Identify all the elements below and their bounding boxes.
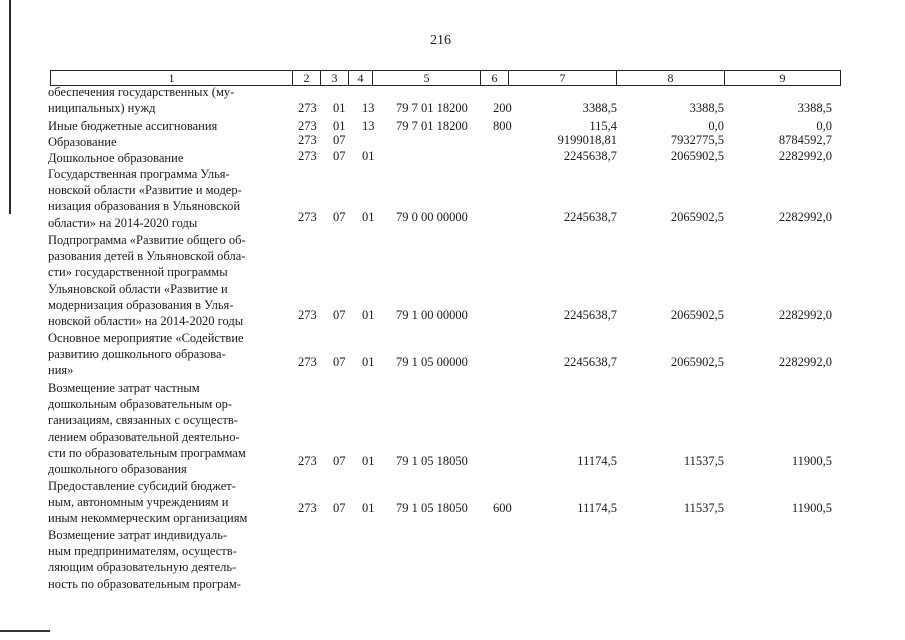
- cell-col5: 79 1 05 00000: [396, 355, 468, 370]
- row-description: [48, 150, 290, 166]
- description-line: Ульяновской области «Развитие и: [48, 281, 228, 296]
- cell-col9: 11900,5: [791, 454, 832, 468]
- cell-col5: 79 7 01 18200: [396, 101, 468, 116]
- description-line: иным некоммерческим организациям: [48, 511, 248, 526]
- description-line: Возмещение затрат индивидуаль-: [48, 528, 228, 542]
- description-line: новской области» на 2014-2020 годы: [48, 314, 244, 329]
- row-description: [48, 166, 290, 231]
- description-line: Образование: [48, 135, 117, 149]
- cell-col2: 273: [298, 209, 317, 224]
- cell-col3: 07: [333, 501, 346, 516]
- description-line: Дошкольное образование: [48, 151, 184, 165]
- cell-col8: 0,0: [708, 119, 724, 133]
- scan-edge-line: [9, 0, 11, 214]
- description-line: ния»: [48, 363, 74, 378]
- cell-col2: 273: [298, 308, 317, 322]
- row-description: [48, 478, 290, 527]
- cell-col5: 79 1 00 00000: [396, 308, 468, 322]
- description-line: Основное мероприятие «Содействие: [48, 331, 244, 345]
- description-line: сти» государственной программы: [48, 265, 228, 280]
- col-header-9: 9: [725, 71, 841, 86]
- description-line: новской области «Развитие и модер-: [48, 183, 242, 198]
- cell-col7: 115,4: [589, 119, 617, 133]
- row-description: [48, 330, 290, 379]
- cell-col7: 9199018,81: [557, 133, 617, 147]
- cell-col9: 2282992,0: [778, 149, 832, 163]
- cell-col8: 2065902,5: [670, 355, 724, 370]
- cell-col3: 07: [333, 149, 346, 163]
- cell-col4: 13: [362, 101, 375, 116]
- row-description: [48, 232, 290, 329]
- cell-col2: 273: [298, 101, 317, 116]
- col-header-2: 2: [293, 71, 321, 86]
- cell-col7: 2245638,7: [563, 149, 617, 163]
- row-description: [48, 134, 290, 150]
- description-line: области» на 2014-2020 годы: [48, 215, 198, 230]
- col-header-8: 8: [617, 71, 725, 86]
- description-line: Подпрограмма «Развитие общего об-: [48, 233, 246, 247]
- cell-col8: 2065902,5: [670, 209, 724, 224]
- cell-col3: 07: [333, 308, 346, 322]
- cell-col8: 2065902,5: [670, 149, 724, 163]
- cell-col7: 2245638,7: [563, 209, 617, 224]
- description-line: ганизациям, связанных с осуществ-: [48, 413, 238, 428]
- cell-col4: 01: [362, 308, 375, 322]
- cell-col4: 13: [362, 119, 375, 133]
- cell-col3: 01: [333, 101, 346, 116]
- cell-col8: 3388,5: [689, 101, 724, 116]
- description-line: лением образовательной деятельно-: [48, 429, 240, 444]
- description-line: ляющим образовательную деятель-: [48, 560, 237, 575]
- description-line: Возмещение затрат частным: [48, 381, 200, 395]
- cell-col8: 7932775,5: [670, 133, 724, 147]
- cell-col5: 79 0 00 00000: [396, 209, 468, 224]
- cell-col3: 07: [333, 209, 346, 224]
- row-description: [48, 84, 290, 116]
- cell-col2: 273: [298, 501, 317, 516]
- description-line: обеспечения государственных (му-: [48, 85, 235, 99]
- cell-col7: 11174,5: [577, 454, 617, 468]
- row-description: [48, 380, 290, 477]
- cell-col2: 273: [298, 119, 317, 133]
- cell-col2: 273: [298, 149, 317, 163]
- col-header-4: 4: [349, 71, 373, 86]
- description-line: ниципальных) нужд: [48, 101, 156, 116]
- cell-col6: 800: [493, 119, 512, 133]
- cell-col7: 3388,5: [582, 101, 617, 116]
- cell-col5: 79 1 05 18050: [396, 454, 468, 468]
- page-number: 216: [430, 33, 451, 48]
- cell-col8: 11537,5: [683, 454, 724, 468]
- description-line: модернизация образования в Улья-: [48, 297, 234, 312]
- cell-col9: 8784592,7: [778, 133, 832, 147]
- col-header-6: 6: [481, 71, 509, 86]
- description-line: ным предпринимателям, осуществ-: [48, 544, 237, 559]
- cell-col2: 273: [298, 133, 317, 147]
- description-line: ность по образовательным програм-: [48, 576, 241, 591]
- col-header-1: 1: [51, 71, 293, 86]
- cell-col3: 07: [333, 133, 346, 147]
- description-line: разования детей в Ульяновской обла-: [48, 249, 246, 264]
- cell-col7: 2245638,7: [563, 355, 617, 370]
- description-line: Иные бюджетные ассигнования: [48, 119, 218, 133]
- cell-col8: 11537,5: [683, 501, 724, 516]
- cell-col5: 79 1 05 18050: [396, 501, 468, 516]
- cell-col3: 07: [333, 454, 346, 468]
- cell-col2: 273: [298, 355, 317, 370]
- cell-col3: 07: [333, 355, 346, 370]
- description-line: низация образования в Ульяновской: [48, 199, 241, 214]
- cell-col4: 01: [362, 149, 375, 163]
- cell-col3: 01: [333, 119, 346, 133]
- cell-col8: 2065902,5: [670, 308, 724, 322]
- description-line: сти по образовательным программам: [48, 445, 246, 460]
- cell-col9: 2282992,0: [778, 355, 832, 370]
- cell-col4: 01: [362, 454, 375, 468]
- footnote-rule: [0, 630, 50, 632]
- description-line: Предоставление субсидий бюджет-: [48, 479, 236, 493]
- cell-col4: 01: [362, 209, 375, 224]
- col-header-3: 3: [321, 71, 349, 86]
- row-description: [48, 527, 290, 592]
- cell-col6: 200: [493, 101, 512, 116]
- col-header-7: 7: [509, 71, 617, 86]
- cell-col4: 01: [362, 501, 375, 516]
- cell-col9: 2282992,0: [778, 308, 832, 322]
- cell-col9: 11900,5: [791, 501, 832, 516]
- cell-col2: 273: [298, 454, 317, 468]
- row-description: [48, 118, 290, 134]
- description-line: Государственная программа Улья-: [48, 167, 230, 181]
- description-line: развитию дошкольного образова-: [48, 347, 226, 362]
- description-line: дошкольным образовательным ор-: [48, 397, 233, 412]
- cell-col7: 2245638,7: [563, 308, 617, 322]
- col-header-5: 5: [373, 71, 481, 86]
- description-line: ным, автономным учреждениям и: [48, 495, 229, 510]
- cell-col9: 0,0: [816, 119, 832, 133]
- cell-col9: 3388,5: [797, 101, 832, 116]
- cell-col5: 79 7 01 18200: [396, 119, 468, 133]
- cell-col7: 11174,5: [577, 501, 617, 516]
- cell-col9: 2282992,0: [778, 209, 832, 224]
- cell-col6: 600: [493, 501, 512, 516]
- description-line: дошкольного образования: [48, 462, 187, 477]
- cell-col4: 01: [362, 355, 375, 370]
